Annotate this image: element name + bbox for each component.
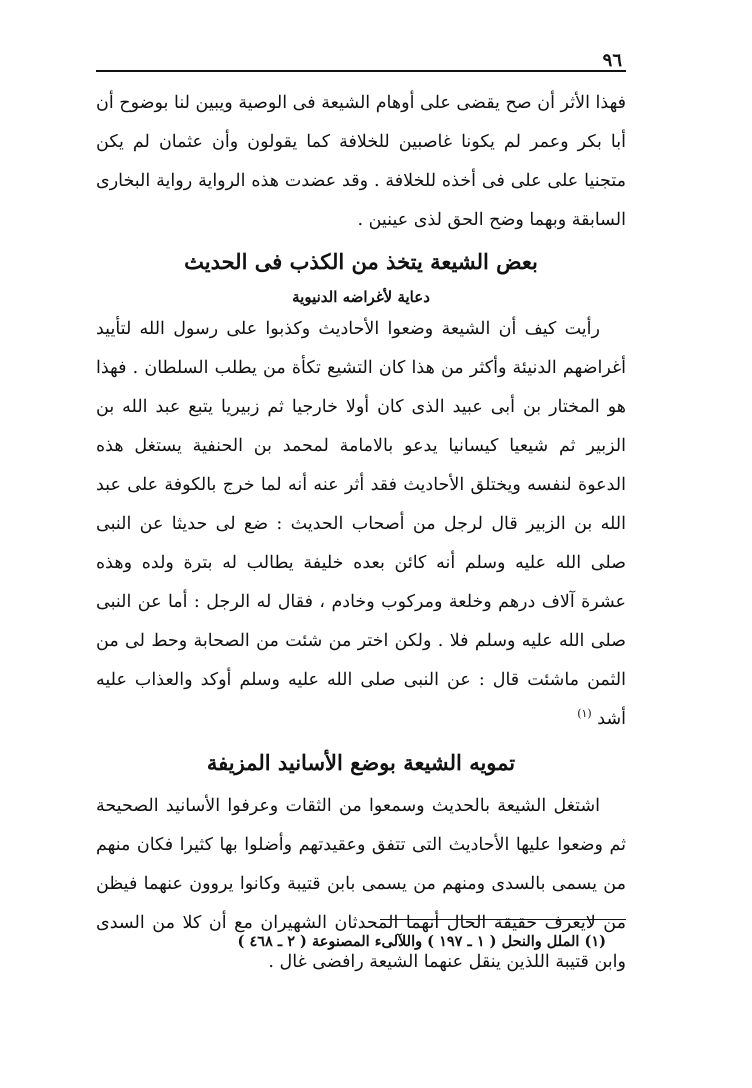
paragraph-mukhtar (96, 310, 626, 739)
section-heading-lying: بعض الشيعة يتخذ من الكذب فى الحديث (184, 249, 538, 274)
header-rule (96, 70, 626, 72)
paragraph-mukhtar-text: رأيت كيف أن الشيعة وضعوا الأحاديث وكذبوا على رسول الله لتأييد أغراضهم الدنيئة وأكثر من هذا كان التشيع تكأة من يطلب السلطان . فهذا هو المختار بن أبى عبيد الذى كان أولا خارجيا ثم زبيريا يتبع عبد الله بن الزبير ثم شيعيا كيسانيا يدعو بالامامة لمحمد بن الحنفية يستغل هذه الدعوة لنفسه ويختلق الأحاديث فقد أثر عنه أنه لما خرج بالكوفة على عبد الله بن الزبير قال لرجل من أصحاب الحديث : ضع لى حديثا عن النبى صلى الله عليه وسلم أنه كائن بعده خليفة يطالب له بترة ولده وهذه عشرة آلاف درهم وخلعة ومركوب وخادم ، فقال له الرجل : أما عن النبى صلى الله عليه وسلم فلا . ولكن اختر من شئت من الصحابة وحط لى من الثمن ماشئت قال : عن النبى صلى الله عليه وسلم أوكد والعذاب عليه أشد (96, 319, 626, 729)
section-subheading-lying: دعاية لأغراضه الدنيوية (292, 288, 430, 306)
page-body (96, 84, 626, 982)
section-heading-isnad: تمويه الشيعة بوضع الأسانيد المزيفة (206, 750, 516, 775)
paragraph-isnad: اشتغل الشيعة بالحديث وسمعوا من الثقات وعرفوا الأسانيد الصحيحة ثم وضعوا عليها الأحاديث التى تتفق وعقيدتهم وأضلوا بها كثيرا فكان منهم من يسمى بالسدى ومنهم من يسمى بابن قتيبة وكانوا يروون عنهما فيظن من لايعرف حقيقة الحال أنهما المحدثان الشهيران مع أن كلا من السدى وابن قتيبة اللذين ينقل عنهما الشيعة رافضى غال . (96, 796, 626, 972)
paragraph-wasiyya: فهذا الأثر أن صح يقضى على أوهام الشيعة فى الوصية ويبين لنا بوضوح أن أبا بكر وعمر لم يكونا غاصبين للخلافة كما يقولون وأن عثمان لم يكن متجنيا على على فى أخذه للخلافة . وقد عضدت هذه الرواية رواية البخارى السابقة وبهما وضح الحق لذى عينين . (96, 93, 626, 230)
footnote: (١) الملل والنحل ( ١ ـ ١٩٧ ) واللآلىء المصنوعة ( ٢ ـ ٤٦٨ ) (237, 933, 606, 950)
page-number: ٩٦ (602, 50, 622, 71)
footnote-marker: (١) (577, 707, 592, 721)
footnote-rule (380, 919, 626, 920)
